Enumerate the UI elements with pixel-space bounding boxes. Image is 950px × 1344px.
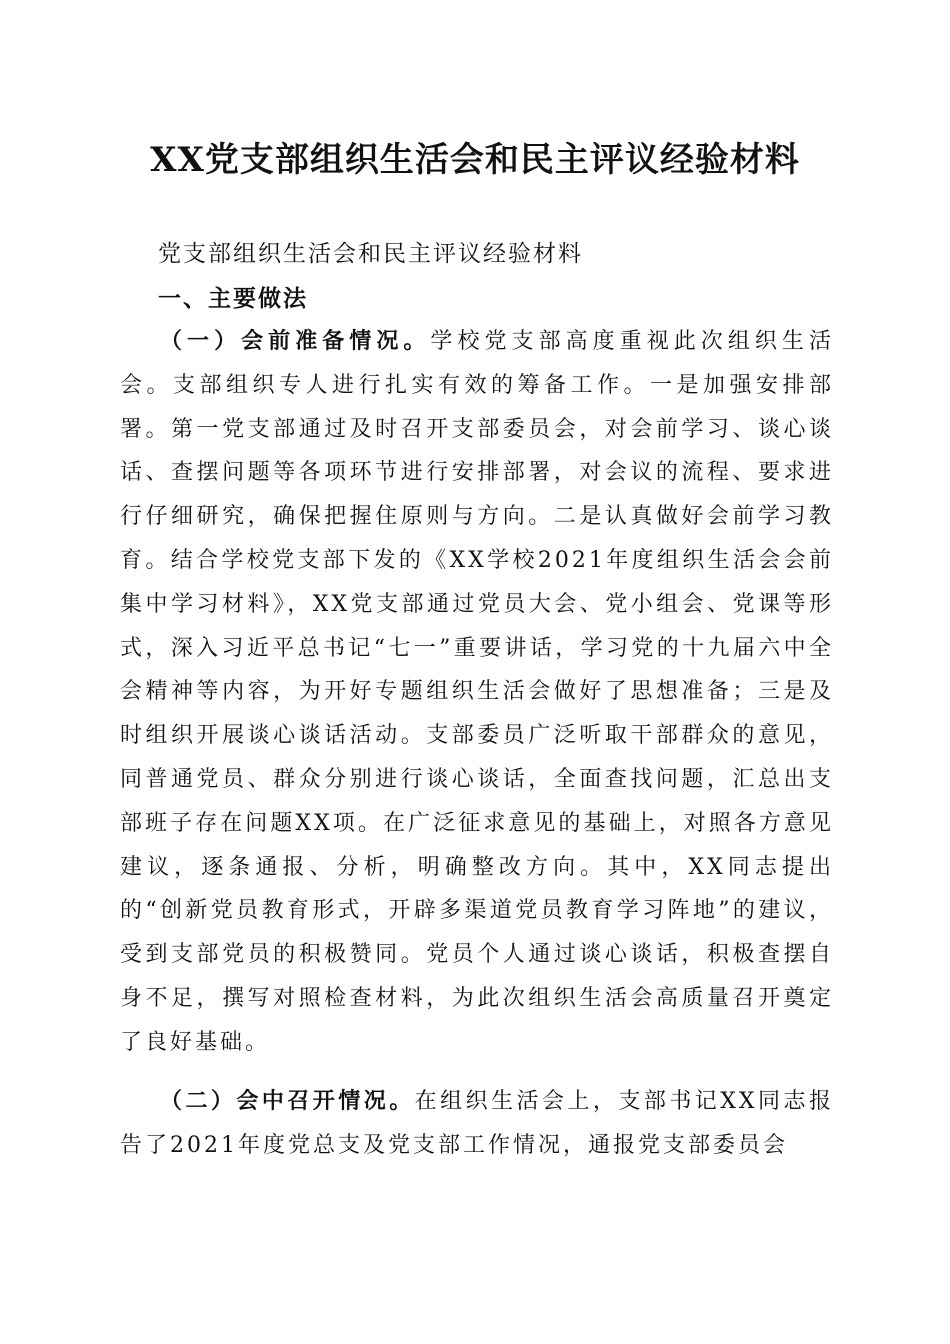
paragraph-body: 学校党支部高度重视此次组织生活会。支部组织专人进行扎实有效的筹备工作。一是加强安排部署。第一党支部通过及时召开支部委员会，对会前学习、谈心谈话、查摆问题等各项环节进行安排部署，对会议的流程、要求进行仔细研究，确保把握住原则与方向。二是认真做好会前学习教育。结合学校党支部下发的《XX学校2021年度组织生活会会前集中学习材料》，XX党支部通过党员大会、党小组会、党课等形式，深入习近平总书记“七一”重要讲话，学习党的十九届六中全会精神等内容，为开好专题组织生活会做好了思想准备；三是及时组织开展谈心谈话活动。支部委员广泛听取干部群众的意见，同普通党员、群众分别进行谈心谈话，全面查找问题，汇总出支部班子存在问题XX项。在广泛征求意见的基础上，对照各方意见建议，逐条通报、分析，明确整改方向。其中，XX同志提出的“创新党员教育形式，开辟多渠道党员教育学习阵地”的建议，受到支部党员的积极赞同。党员个人通过谈心谈话，积极查摆自身不足，撰写对照检查材料，为此次组织生活会高质量召开奠定了良好基础。 (120, 329, 834, 1055)
paragraph-lead: （一）会前准备情况。 (160, 328, 431, 354)
paragraph-body: 在组织生活会上，支部书记XX同志报告了2021年度党总支及党支部工作情况，通报党支部委员会 (120, 1089, 834, 1158)
paragraph-lead: （二）会中召开情况。 (160, 1088, 415, 1114)
paragraph-meeting (120, 1080, 834, 1168)
section-heading: 一、主要做法 (158, 285, 308, 312)
document-title: XX党支部组织生活会和民主评议经验材料 (150, 140, 800, 180)
document-subtitle: 党支部组织生活会和民主评议经验材料 (158, 241, 583, 267)
paragraph-preparation (120, 320, 834, 1065)
